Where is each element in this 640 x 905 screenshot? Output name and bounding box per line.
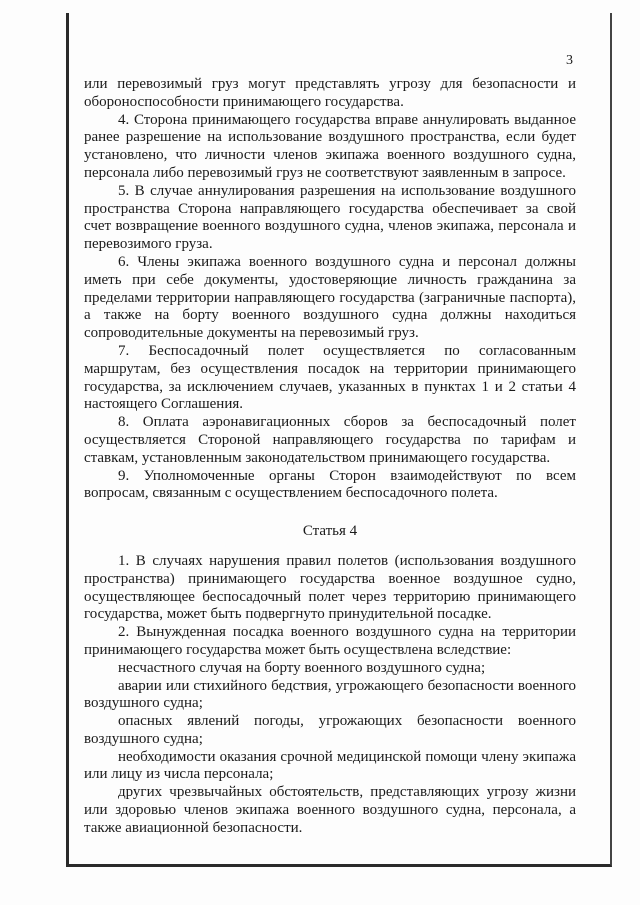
article4-subitem-disaster: аварии или стихийного бедствия, угрожающего безопасности военного воздушного судна; [84, 677, 576, 712]
article4-item-1: 1. В случаях нарушения правил полетов (использования воздушного пространства) принимающего государства военное воздушное судно, осуществляющее беспосадочный полет через территорию принимающего государства, может быть подвергнуто принудительной посадке. [84, 552, 576, 623]
paragraph-item-5: 5. В случае аннулирования разрешения на использование воздушного пространства Сторона направляющего государства обеспечивает за свой счет возвращение военного воздушного судна, членов экипажа, персонала и перевозимого груза. [84, 182, 576, 253]
paragraph-item-4: 4. Сторона принимающего государства вправе аннулировать выданное ранее разрешение на использование воздушного пространства, если будет установлено, что личности членов экипажа военного воздушного судна, персонала либо перевозимый груз не соответствуют заявленным в запросе. [84, 111, 576, 181]
paragraph-item-9: 9. Уполномоченные органы Сторон взаимодействуют по всем вопросам, связанным с осуществлением беспосадочного полета. [84, 467, 576, 502]
article4-subitem-weather: опасных явлений погоды, угрожающих безопасности военного воздушного судна; [84, 713, 576, 747]
document-body [84, 76, 576, 838]
page-number: 3 [566, 53, 573, 68]
paragraph-continuation: или перевозимый груз могут представлять угрозу для безопасности и обороноспособности принимающего государства. [84, 76, 576, 110]
article4-subitem-other: других чрезвычайных обстоятельств, представляющих угрозу жизни или здоровью членов экипажа военного воздушного судна, персонала, а также авиационной безопасности. [84, 784, 576, 836]
paragraph-item-8: 8. Оплата аэронавигационных сборов за беспосадочный полет осуществляется Стороной направляющего государства по тарифам и ставкам, установленным законодательством принимающего государства. [84, 414, 576, 466]
paragraph-item-6: 6. Члены экипажа военного воздушного судна и персонал должны иметь при себе документы, удостоверяющие личность гражданина за пределами территории направляющего государства (заграничные паспорта), а также на борту военного воздушного судна должны находиться сопроводительные документы на перевозимый груз. [84, 253, 576, 342]
article4-item-2: 2. Вынужденная посадка военного воздушного судна на территории принимающего государства может быть осуществлена вследствие: [84, 624, 576, 658]
paragraph-item-7: 7. Беспосадочный полет осуществляется по согласованным маршрутам, без осуществления посадок на территории принимающего государства, за исключением случаев, указанных в пунктах 1 и 2 статьи 4 настоящего Соглашения. [84, 342, 576, 413]
article-heading: Статья 4 [302, 523, 358, 540]
article4-subitem-medical: необходимости оказания срочной медицинской помощи члену экипажа или лицу из числа персонала; [84, 748, 576, 783]
article4-subitem-accident: несчастного случая на борту военного воздушного судна; [118, 659, 486, 676]
